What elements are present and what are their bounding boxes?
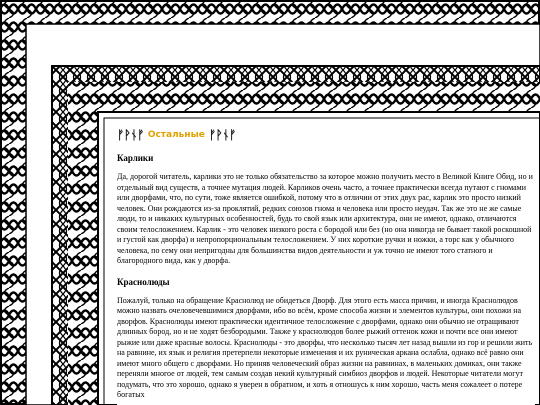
section-heading-dwarfs-small: Карлики: [117, 153, 154, 163]
rune-ornament-right: ᚠᚹᚾᚠ: [208, 128, 236, 142]
section-text-dwarfs-small: Да, дорогой читатель, карлики это не только обязательство за которое можно получить место в Великой Книге Обид, но и отдельный вид существ, а точнее мутация людей. Карликов очень часто, а точнее практически всегда путают с гномами или дворфами, что, по сути, тоже является ошибкой, потому что в отличии от этих двух рас, карлик это просто низкий человек. Они рождаются из-за проклятий, редких союзов гнома и человека или просто неудач. Так же это не же самые люди, то и никаких культурных особенностей, будь то свой язык или архитектура, они не имеют, однако, отличаются своим телосложением. Карлик - это человек низкого роста с бородой или без (но она никогда не бывает такой роскошной и густой как дворфа) и непропорциональным телосложением. У них короткие ручки и ножки, а торс как у обычного человека, по сему они непригодны для большинства видов деятельности и уж точно не имеют того статного и благородного вида, как у дворфа.: [117, 172, 533, 265]
page-header: [117, 127, 535, 143]
section-text-red-dwarfs: Пожалуй, только на обращение Краснолюд не обидеться Дворф. Для этого есть масса причин, и иногда Краснолюдов можно назвать очеловечевшимися дворфами, ибо во всём, кроме способа жизни и элементов культуры, они похожи на дворфов. Краснолюды имеют практически идентичное телосложение с дворфами, однако они обычно не отращивают длинных бород, но и не ходят безбородыми. Также у краснолюдов более рыжий оттенок кожи и почти все они имеют рыжие или даже красные волосы. Краснолюды - это дворфы, что несколько тысяч лет назад вышли из гор и решили жить на равнине, их язык и религия претерпели некоторые изменения и их руническая аркана ослабла, однако всё равно они имеют много общего с дворфами. Но приняв человеческий образ жизни на равнинах, в маленьких домиках, они также переняли многое от людей, тем самым создав некий культурный симбиоз дворфов и людей. Некоторые читатели могут подумать, что это хорошо, однако я уверен в обратном, и хоть я отношусь к ним хорошо, часть меня сожалеет о потере богатых: [117, 295, 533, 399]
section-heading-red-dwarfs: Краснолюды: [117, 276, 170, 287]
main-content: [117, 127, 535, 405]
page-title: Остальные: [147, 130, 205, 140]
rune-ornament-left: ᚠᚹᚾᚠ: [117, 128, 144, 142]
